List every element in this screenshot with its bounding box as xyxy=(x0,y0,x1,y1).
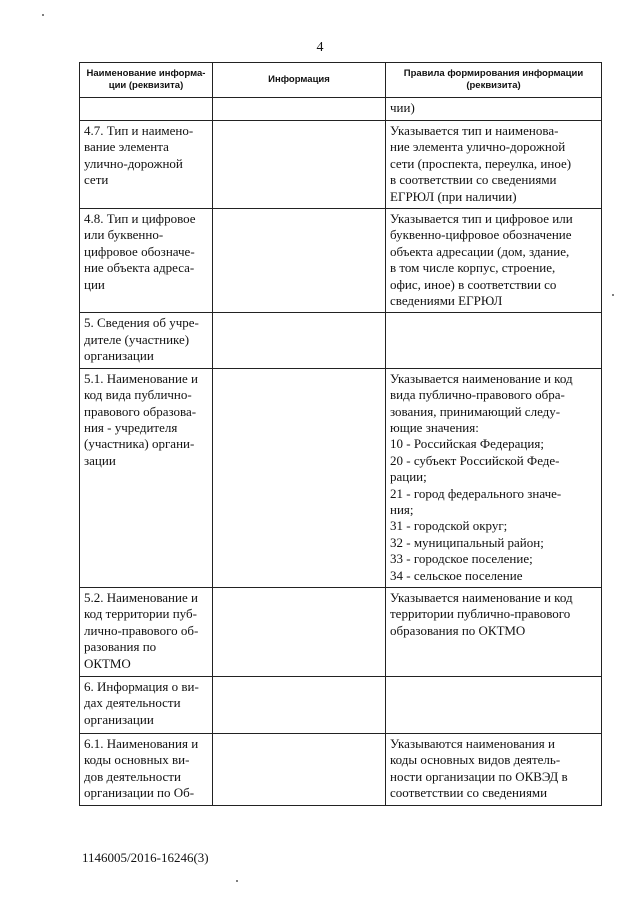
table-row xyxy=(80,733,602,805)
row-information-cell xyxy=(213,209,386,313)
row-requisite-cell: 6.1. Наименования и коды основных ви- дов деятельности организации по Об- xyxy=(80,733,213,805)
table-row xyxy=(80,98,602,121)
row-information-cell xyxy=(213,368,386,587)
requisites-table xyxy=(79,62,602,806)
header-requisite-name: Наименование информа- ции (реквизита) xyxy=(80,63,213,98)
document-code: 1146005/2016-16246(3) xyxy=(82,850,209,865)
table-row xyxy=(80,368,602,587)
scan-speck xyxy=(236,880,238,882)
table-row xyxy=(80,587,602,676)
header-formation-rules: Правила формирования информации (реквизита) xyxy=(386,63,602,98)
row-information-cell xyxy=(213,313,386,368)
row-information-cell xyxy=(213,98,386,121)
row-information-cell xyxy=(213,676,386,733)
scan-speck xyxy=(612,294,614,296)
row-requisite-cell: 5.2. Наименование и код территории пуб- лично-правового об- разования по ОКТМО xyxy=(80,587,213,676)
row-rules-cell: Указывается наименование и код вида публично-правового обра- зования, принимающий следу- ющие значения: 10 - Российская Федерация; 20 - субъект Российской Феде- рации; 21 - город федерального значе- ния; 31 - городской округ; 32 - муниципальный район; 33 - городское поселение; 34 - сельское поселение xyxy=(386,368,602,587)
row-rules-cell: Указывается тип и цифровое или буквенно-цифровое обозначение объекта адресации (дом, здание, в том числе корпус, строение, офис, иное) в соответствии со сведениями ЕГРЮЛ xyxy=(386,209,602,313)
table-row xyxy=(80,313,602,368)
table-row xyxy=(80,121,602,209)
row-rules-cell: чии) xyxy=(386,98,602,121)
row-requisite-cell xyxy=(80,98,213,121)
table-row xyxy=(80,209,602,313)
row-rules-cell: Указываются наименования и коды основных видов деятель- ности организации по ОКВЭД в соответствии со сведениями xyxy=(386,733,602,805)
row-information-cell xyxy=(213,587,386,676)
row-information-cell xyxy=(213,733,386,805)
row-requisite-cell: 4.8. Тип и цифровое или буквенно- цифровое обозначе- ние объекта адреса- ции xyxy=(80,209,213,313)
row-rules-cell xyxy=(386,676,602,733)
row-rules-cell: Указывается наименование и код территории публично-правового образования по ОКТМО xyxy=(386,587,602,676)
table-row xyxy=(80,676,602,733)
row-requisite-cell: 5.1. Наименование и код вида публично- правового образова- ния - учредителя (участника) органи- зации xyxy=(80,368,213,587)
row-requisite-cell: 5. Сведения об учре- дителе (участнике) организации xyxy=(80,313,213,368)
row-requisite-cell: 4.7. Тип и наимено- вание элемента улично-дорожной сети xyxy=(80,121,213,209)
row-information-cell xyxy=(213,121,386,209)
table-header-row xyxy=(80,63,602,98)
header-information: Информация xyxy=(213,63,386,98)
row-rules-cell: Указывается тип и наименова- ние элемента улично-дорожной сети (проспекта, переулка, иное) в соответствии со сведениями ЕГРЮЛ (при наличии) xyxy=(386,121,602,209)
row-rules-cell xyxy=(386,313,602,368)
scan-speck xyxy=(42,14,44,16)
page-number: 4 xyxy=(316,40,324,55)
row-requisite-cell: 6. Информация о ви- дах деятельности организации xyxy=(80,676,213,733)
